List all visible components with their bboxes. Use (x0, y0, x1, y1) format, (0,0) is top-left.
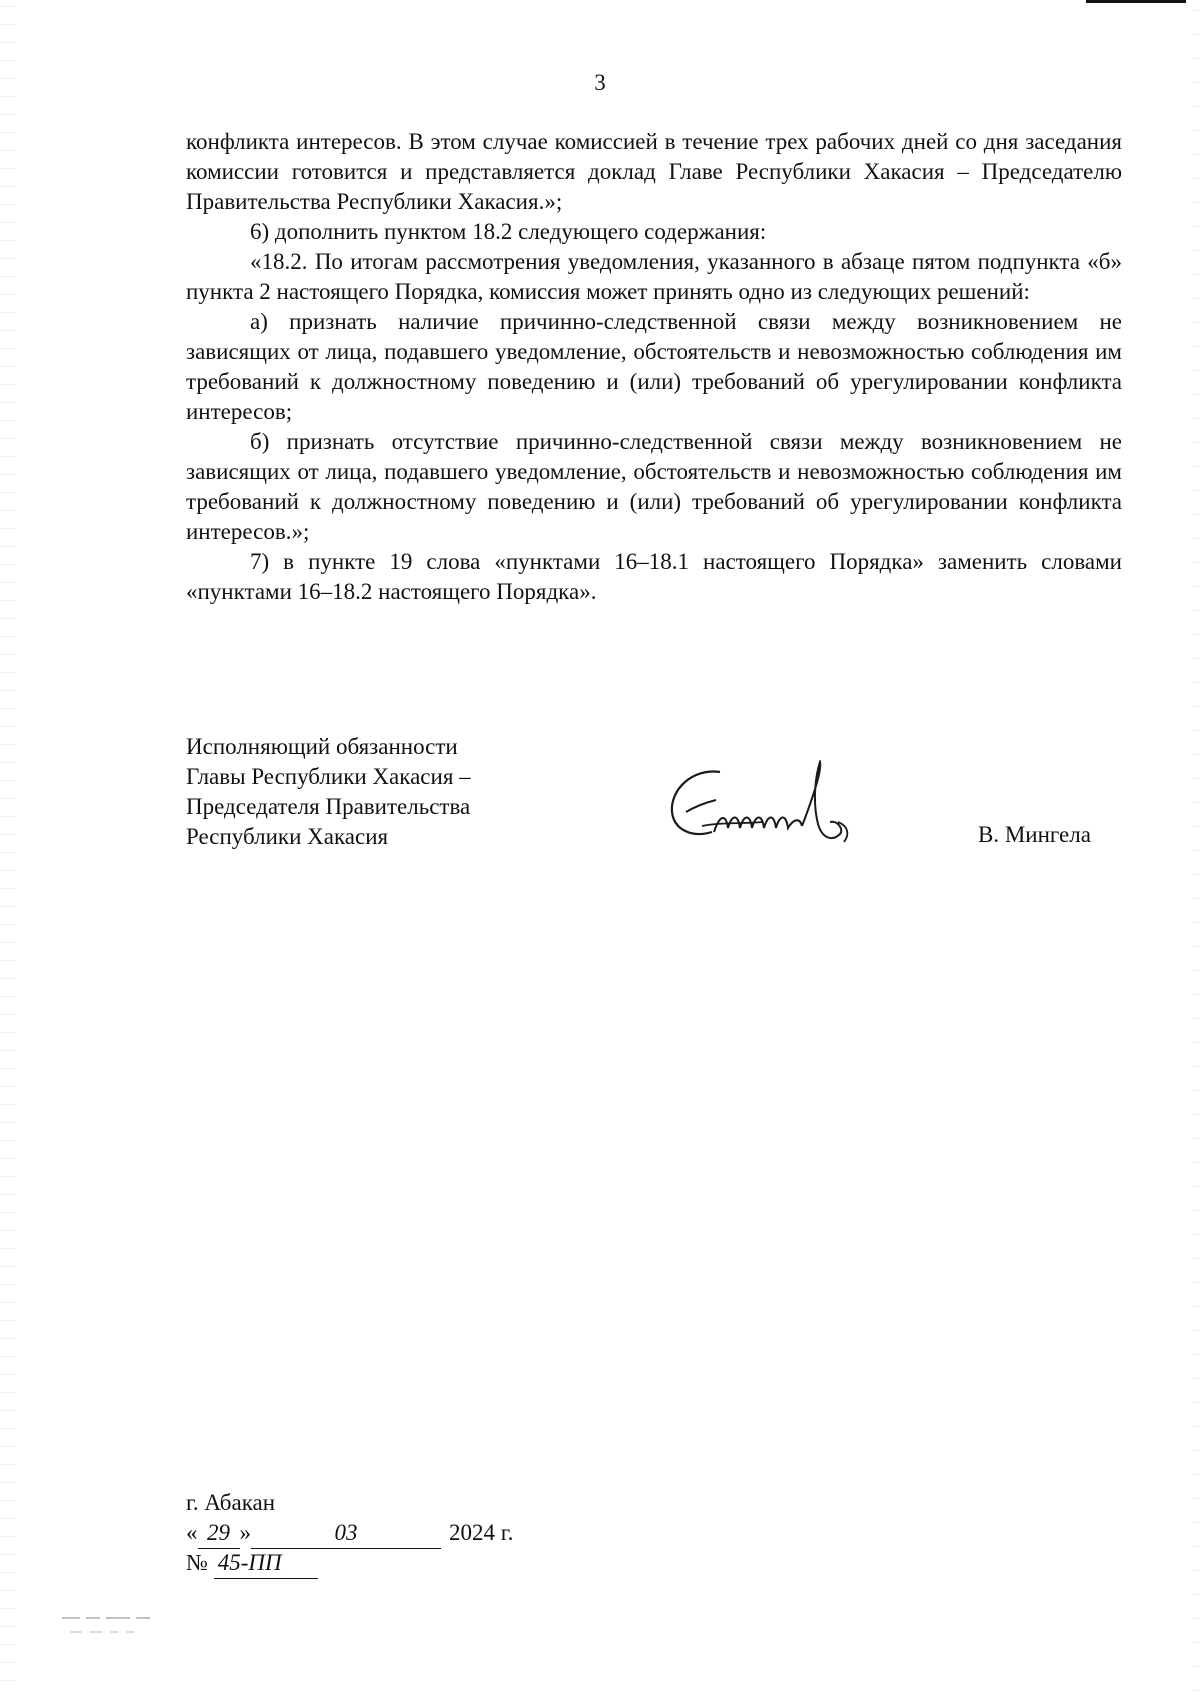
date-year: 2024 г. (449, 1520, 514, 1545)
date-close-quote: » (239, 1520, 251, 1545)
city-line: г. Абакан (186, 1490, 276, 1515)
body-paragraph: б) признать отсутствие причинно-следственной связи между возникновением не зависящих от лица, подавшего уведомление, обстоятельств и невозможностью соблюдения им требований к должностному поведению и (или) требований об урегулировании конфликта интересов.»; (186, 429, 1122, 544)
signatory-title (186, 732, 546, 852)
signer-name: В. Мингела (978, 822, 1091, 847)
handwritten-signature (662, 760, 862, 860)
signatory-title-line: Председателя Правительства (186, 794, 471, 819)
body-paragraph: 7) в пункте 19 слова «пунктами 16–18.1 настоящего Порядка» заменить словами «пунктами 16–18.2 настоящего Порядка». (186, 549, 1122, 604)
document-body (186, 127, 1122, 607)
date-line (186, 1518, 546, 1548)
body-paragraph: конфликта интересов. В этом случае комиссией в течение трех рабочих дней со дня заседания комиссии готовится и представляется доклад Главе Республики Хакасия – Председателю Правительства Республики Хакасия.»; (186, 129, 1122, 214)
date-month: 03 (251, 1518, 441, 1549)
page-number: 3 (594, 70, 606, 95)
signatory-title-line: Главы Республики Хакасия – (186, 764, 471, 789)
scan-edge-mark (1086, 0, 1186, 3)
scan-left-edge (0, 0, 16, 1698)
body-paragraph: 6) дополнить пунктом 18.2 следующего содержания: (250, 219, 767, 244)
document-number: 45-ПП (214, 1548, 318, 1579)
body-paragraph: а) признать наличие причинно-следственной связи между возникновением не зависящих от лица, подавшего уведомление, обстоятельств и невозможностью соблюдения им требований к должностному поведению и (или) требований об урегулировании конфликта интересов; (186, 309, 1122, 424)
date-day: 29 (198, 1518, 240, 1549)
number-line (186, 1548, 546, 1578)
signatory-title-line: Исполняющий обязанности (186, 734, 458, 759)
date-open-quote: « (186, 1520, 198, 1545)
body-paragraph: «18.2. По итогам рассмотрения уведомления, указанного в абзаце пятом подпункта «б» пункта 2 настоящего Порядка, комиссия может принять одно из следующих решений: (186, 249, 1122, 304)
document-footer (186, 1488, 546, 1578)
scan-right-edge (1192, 0, 1200, 1698)
signatory-title-line: Республики Хакасия (186, 824, 389, 849)
faint-scan-stamp (60, 1610, 180, 1645)
number-label: № (186, 1550, 208, 1575)
